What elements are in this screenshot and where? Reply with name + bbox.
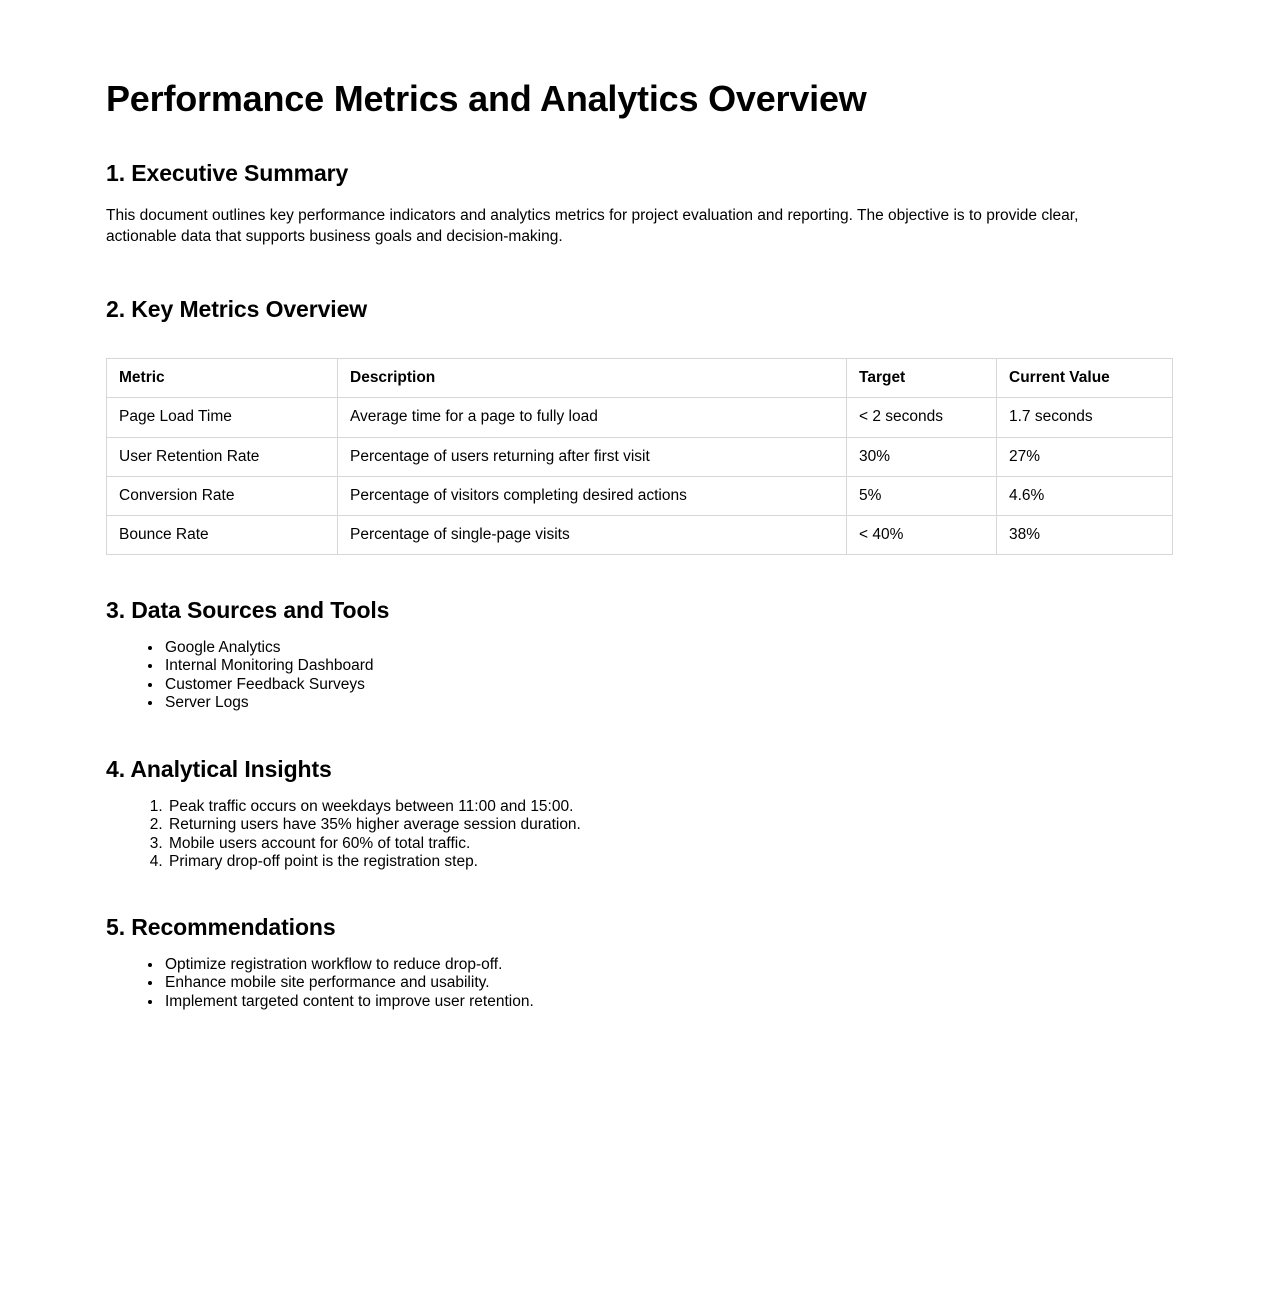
key-metrics-table — [106, 358, 1173, 555]
cell-description: Percentage of visitors completing desired actions — [338, 476, 847, 515]
column-header-target: Target — [847, 359, 997, 398]
list-item: 3. Mobile users account for 60% of total traffic. — [167, 835, 1172, 854]
list-item: 1. Peak traffic occurs on weekdays between 11:00 and 15:00. — [167, 798, 1172, 817]
list-item: • Internal Monitoring Dashboard — [163, 657, 1172, 676]
list-item: • Enhance mobile site performance and usability. — [163, 974, 1172, 993]
cell-target: < 2 seconds — [847, 398, 997, 437]
cell-metric: Conversion Rate — [107, 476, 338, 515]
column-header-current-value: Current Value — [997, 359, 1173, 398]
cell-current-value: 4.6% — [997, 476, 1173, 515]
cell-description: Percentage of users returning after first visit — [338, 437, 847, 476]
section-heading-executive-summary: 1. Executive Summary — [106, 160, 349, 187]
cell-metric: Page Load Time — [107, 398, 338, 437]
table-row — [107, 476, 1173, 515]
cell-description: Average time for a page to fully load — [338, 398, 847, 437]
table-row — [107, 398, 1173, 437]
list-item: • Customer Feedback Surveys — [163, 676, 1172, 695]
list-item: • Optimize registration workflow to reduce drop-off. — [163, 956, 1172, 975]
data-sources-list — [106, 639, 1172, 713]
section-heading-recommendations: 5. Recommendations — [106, 913, 336, 940]
column-header-description: Description — [338, 359, 847, 398]
executive-summary-paragraph: This document outlines key performance indicators and analytics metrics for project evaluation and reporting. The objective is to provide clear, actionable data that supports business goals and decision-making. — [106, 206, 1079, 246]
section-heading-data-sources: 3. Data Sources and Tools — [106, 597, 390, 624]
cell-current-value: 27% — [997, 437, 1173, 476]
cell-target: 30% — [847, 437, 997, 476]
page-title: Performance Metrics and Analytics Overview — [106, 78, 867, 119]
section-heading-analytical-insights: 4. Analytical Insights — [106, 756, 332, 782]
section-heading-key-metrics: 2. Key Metrics Overview — [106, 295, 368, 322]
cell-description: Percentage of single-page visits — [338, 515, 847, 554]
cell-current-value: 38% — [997, 515, 1173, 554]
cell-target: 5% — [847, 476, 997, 515]
cell-metric: User Retention Rate — [107, 437, 338, 476]
table-row — [107, 515, 1173, 554]
column-header-metric: Metric — [107, 359, 338, 398]
list-item: • Implement targeted content to improve user retention. — [163, 993, 1172, 1012]
cell-target: < 40% — [847, 515, 997, 554]
cell-current-value: 1.7 seconds — [997, 398, 1173, 437]
list-item: 4. Primary drop-off point is the registration step. — [167, 853, 1172, 872]
cell-metric: Bounce Rate — [107, 515, 338, 554]
list-item: 2. Returning users have 35% higher average session duration. — [167, 816, 1172, 835]
analytical-insights-list — [106, 798, 1172, 872]
recommendations-list — [106, 956, 1172, 1012]
list-item: • Server Logs — [163, 694, 1172, 713]
table-header-row — [107, 359, 1173, 398]
table-row — [107, 437, 1173, 476]
list-item: • Google Analytics — [163, 639, 1172, 658]
